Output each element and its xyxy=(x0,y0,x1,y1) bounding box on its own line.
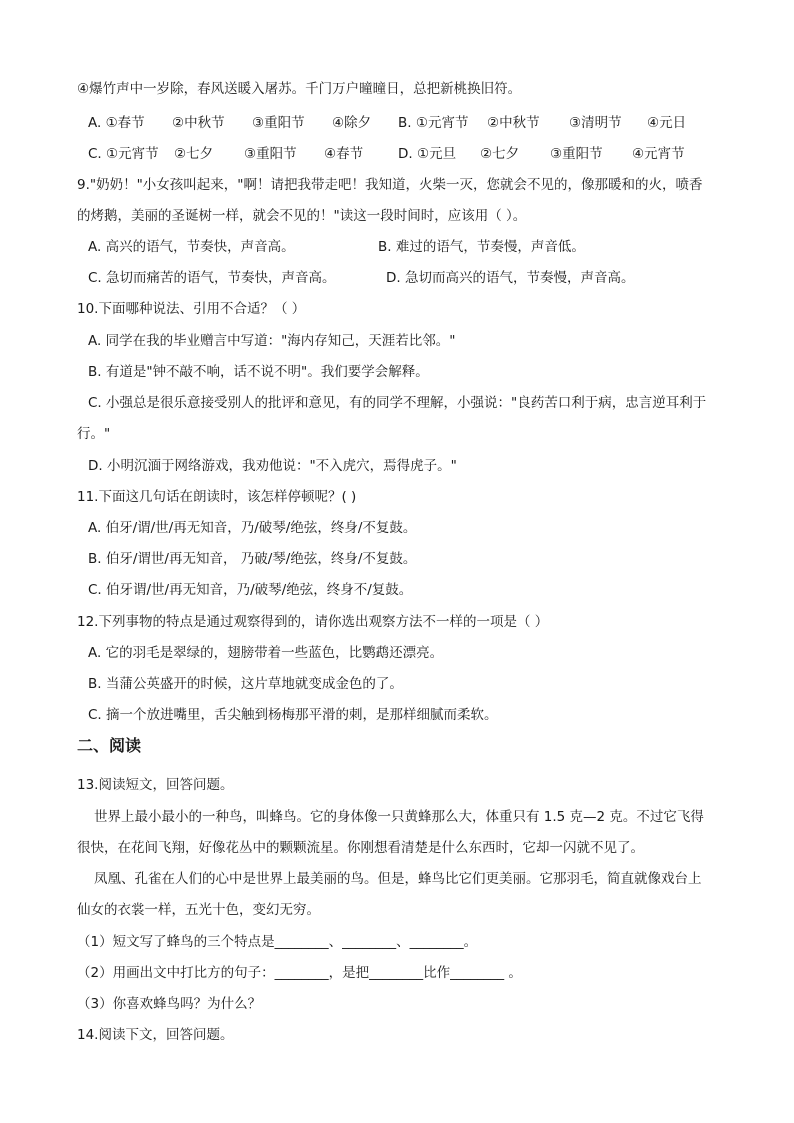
q10-stem: 10.下面哪种说法、引用不合适？（ ） xyxy=(77,301,306,317)
q8-options-row2 xyxy=(88,144,738,164)
q11-option-c: C. 伯牙谓/世/再无知音，乃/破琴/绝弦，终身不/复鼓。 xyxy=(88,582,413,598)
q8-option-b3: ③清明节 xyxy=(569,115,622,131)
q12-option-a: A. 它的羽毛是翠绿的，翅膀带着一些蓝色，比鹦鹉还漂亮。 xyxy=(88,645,444,661)
q8-option-d3: ③重阳节 xyxy=(550,146,603,162)
q8-poem-line: ④爆竹声中一岁除，春风送暖入屠苏。千门万户曈曈日，总把新桃换旧符。 xyxy=(77,81,522,97)
q8-option-c3: ③重阳节 xyxy=(244,146,297,162)
q14-stem: 14.阅读下文，回答问题。 xyxy=(77,1027,234,1043)
q9-options-cd xyxy=(88,268,738,288)
q8-option-d1: D. ①元旦 xyxy=(398,146,457,162)
q13-passage-p2-line1: 凤凰、孔雀在人们的心中是世界上最美丽的鸟。但是，蜂鸟比它们更美丽。它那羽毛，简直就像戏台上 xyxy=(94,871,702,887)
q8-option-c4: ④春节 xyxy=(324,146,364,162)
q8-options-row1 xyxy=(88,113,738,133)
q8-option-a1: A. ①春节 xyxy=(88,115,145,131)
q11-option-b: B. 伯牙/谓世/再无知音， 乃破/琴/绝弦，终身/不复鼓。 xyxy=(88,551,417,567)
q9-option-c: C. 急切而痛苦的语气，节奏快，声音高。 xyxy=(88,270,336,286)
q10-option-c-line1: C. 小强总是很乐意接受别人的批评和意见，有的同学不理解，小强说："良药苦口利于病，忠言逆耳利于 xyxy=(88,395,707,411)
q13-passage-p1-line2: 很快，在花间飞翔，好像花丛中的颗颗流星。你刚想看清楚是什么东西时，它却一闪就不见了。 xyxy=(77,840,644,856)
q10-option-a: A. 同学在我的毕业赠言中写道："海内存知己，天涯若比邻。" xyxy=(88,333,456,349)
q13-sub-question-1: （1）短文写了蜂鸟的三个特点是________、________、________。 xyxy=(77,934,478,950)
q8-option-b2: ②中秋节 xyxy=(487,115,540,131)
q8-option-a4: ④除夕 xyxy=(332,115,372,131)
q10-option-d: D. 小明沉湎于网络游戏，我劝他说："不入虎穴，焉得虎子。" xyxy=(88,458,457,474)
q9-options-ab xyxy=(88,237,738,257)
q8-option-b1: B. ①元宵节 xyxy=(398,115,469,131)
q11-stem: 11.下面这几句话在朗读时，该怎样停顿呢？( ) xyxy=(77,489,357,505)
q11-option-a: A. 伯牙/谓/世/再无知音，乃/破琴/绝弦，终身/不复鼓。 xyxy=(88,520,417,536)
q8-option-c1: C. ①元宵节 xyxy=(88,146,159,162)
q9-option-b: B. 难过的语气，节奏慢，声音低。 xyxy=(378,239,585,255)
q10-option-b: B. 有道是"钟不敲不响，话不说不明"。我们要学会解释。 xyxy=(88,364,429,380)
q8-option-d2: ②七夕 xyxy=(480,146,520,162)
q8-option-c2: ②七夕 xyxy=(174,146,214,162)
q13-sub-question-3: （3）你喜欢蜂鸟吗？为什么？ xyxy=(77,996,262,1012)
q8-option-b4: ④元日 xyxy=(647,115,687,131)
q9-stem-line1: 9."奶奶！"小女孩叫起来，"啊！请把我带走吧！我知道，火柴一灭，您就会不见的，像那暖和的火，喷香 xyxy=(77,177,703,193)
q8-option-d4: ④元宵节 xyxy=(632,146,685,162)
q10-option-c-line2: 行。" xyxy=(77,426,111,442)
q13-passage-p1-line1: 世界上最小最小的一种鸟，叫蜂鸟。它的身体像一只黄蜂那么大，体重只有 1.5 克—2 克。不过它飞得 xyxy=(94,809,704,825)
q12-option-c: C. 摘一个放进嘴里，舌尖触到杨梅那平滑的刺，是那样细腻而柔软。 xyxy=(88,707,498,723)
q12-stem: 12.下列事物的特点是通过观察得到的，请你选出观察方法不一样的一项是（ ） xyxy=(77,614,549,630)
q9-option-d: D. 急切而高兴的语气，节奏慢，声音高。 xyxy=(386,270,635,286)
section-title-reading: 二、阅读 xyxy=(77,736,142,755)
q8-option-a2: ②中秋节 xyxy=(172,115,225,131)
q13-stem: 13.阅读短文，回答问题。 xyxy=(77,777,234,793)
q9-option-a: A. 高兴的语气，节奏快，声音高。 xyxy=(88,239,295,255)
q9-stem-line2: 的烤鹅，美丽的圣诞树一样，就会不见的！"读这一段时间时，应该用（ ）。 xyxy=(77,208,527,224)
q12-option-b: B. 当蒲公英盛开的时候，这片草地就变成金色的了。 xyxy=(88,676,403,692)
q13-passage-p2-line2: 仙女的衣裳一样，五光十色，变幻无穷。 xyxy=(77,902,320,918)
q8-option-a3: ③重阳节 xyxy=(252,115,305,131)
q13-sub-question-2: （2）用画出文中打比方的句子：________，是把________比作________ 。 xyxy=(77,965,522,981)
